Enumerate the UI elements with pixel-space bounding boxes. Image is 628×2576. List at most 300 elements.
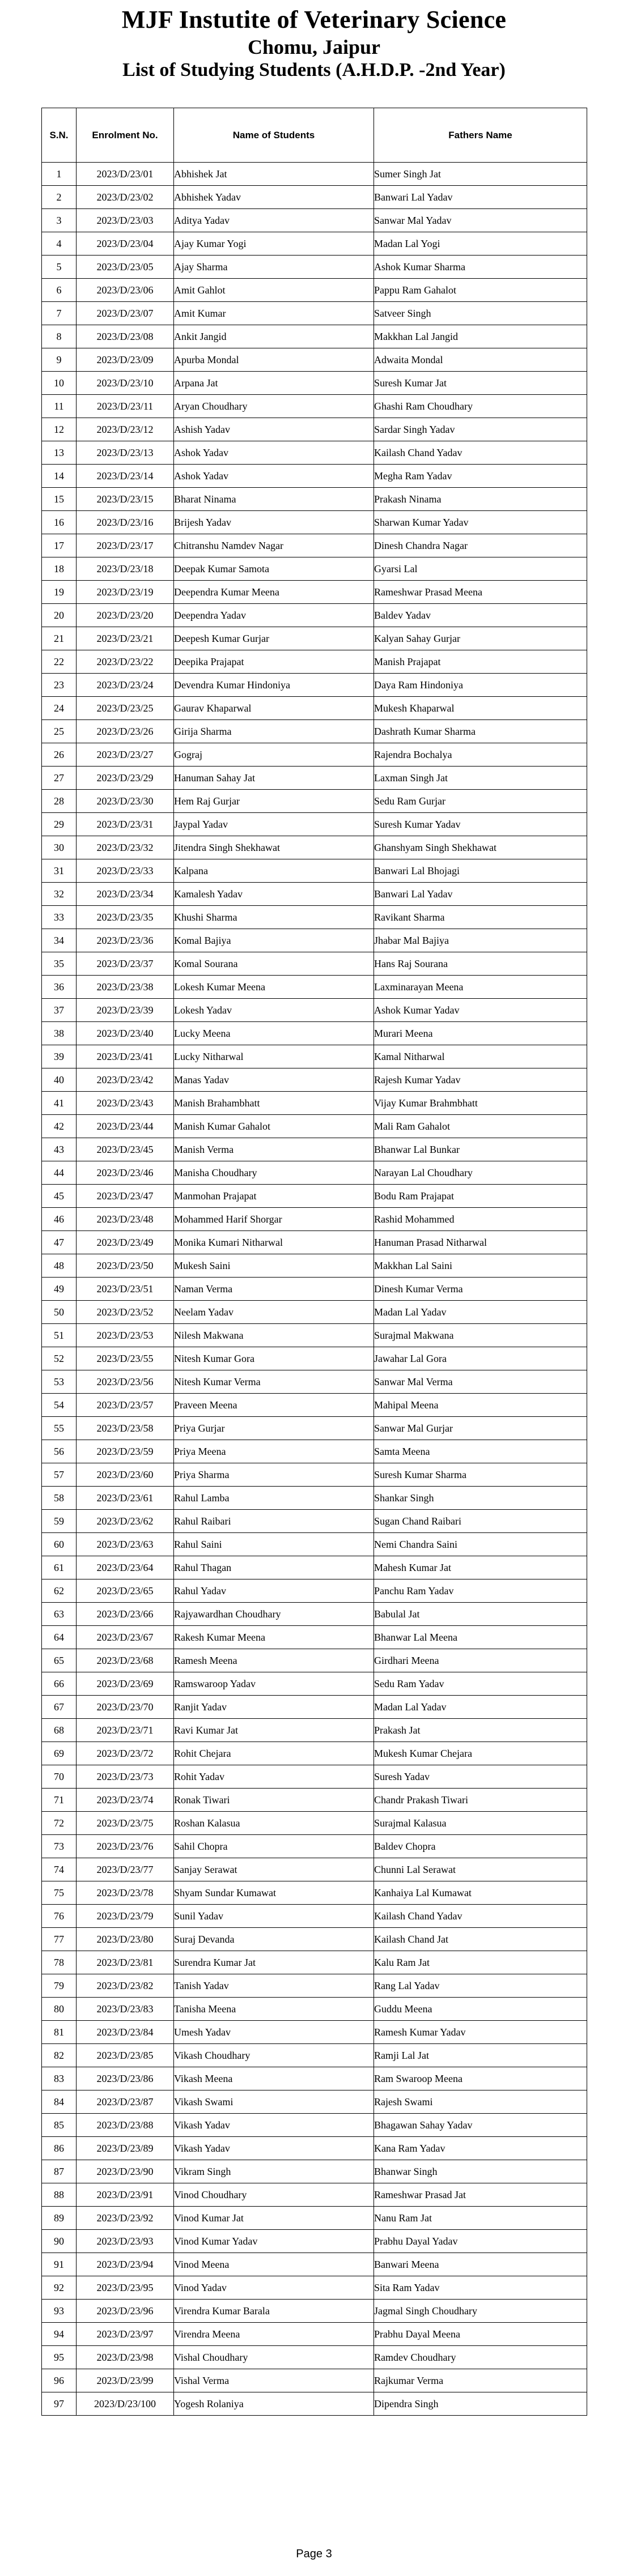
father-name-cell: Suresh Yadav bbox=[374, 1765, 587, 1789]
serial-number-cell: 97 bbox=[42, 2392, 77, 2416]
father-name-cell: Satveer Singh bbox=[374, 302, 587, 325]
student-name-cell: Jitendra Singh Shekhawat bbox=[174, 836, 374, 859]
serial-number-cell: 26 bbox=[42, 743, 77, 767]
enrolment-number-cell: 2023/D/23/30 bbox=[77, 790, 174, 813]
student-name-cell: Amit Kumar bbox=[174, 302, 374, 325]
students-table bbox=[41, 108, 587, 2416]
serial-number-cell: 14 bbox=[42, 465, 77, 488]
student-name-cell: Lucky Nitharwal bbox=[174, 1045, 374, 1068]
table-row bbox=[42, 372, 587, 395]
student-name-cell: Kalpana bbox=[174, 859, 374, 883]
table-row bbox=[42, 2207, 587, 2230]
student-name-cell: Sahil Chopra bbox=[174, 1835, 374, 1858]
student-name-cell: Vikash Yadav bbox=[174, 2114, 374, 2137]
serial-number-cell: 19 bbox=[42, 581, 77, 604]
serial-number-cell: 28 bbox=[42, 790, 77, 813]
student-name-cell: Praveen Meena bbox=[174, 1394, 374, 1417]
serial-number-cell: 7 bbox=[42, 302, 77, 325]
student-name-cell: Priya Gurjar bbox=[174, 1417, 374, 1440]
father-name-cell: Murari Meena bbox=[374, 1022, 587, 1045]
student-name-cell: Ashish Yadav bbox=[174, 418, 374, 441]
student-name-cell: Vikram Singh bbox=[174, 2160, 374, 2183]
student-name-cell: Manish Brahambhatt bbox=[174, 1092, 374, 1115]
serial-number-cell: 84 bbox=[42, 2090, 77, 2114]
table-row bbox=[42, 627, 587, 650]
student-name-cell: Priya Meena bbox=[174, 1440, 374, 1463]
student-name-cell: Kamalesh Yadav bbox=[174, 883, 374, 906]
student-name-cell: Deependra Yadav bbox=[174, 604, 374, 627]
father-name-cell: Nanu Ram Jat bbox=[374, 2207, 587, 2230]
father-name-cell: Daya Ram Hindoniya bbox=[374, 674, 587, 697]
student-name-cell: Abhishek Yadav bbox=[174, 186, 374, 209]
enrolment-number-cell: 2023/D/23/04 bbox=[77, 232, 174, 256]
document-header bbox=[0, 0, 628, 82]
father-name-cell: Kailash Chand Yadav bbox=[374, 441, 587, 465]
father-name-cell: Ashok Kumar Yadav bbox=[374, 999, 587, 1022]
student-name-cell: Rakesh Kumar Meena bbox=[174, 1626, 374, 1649]
enrolment-number-cell: 2023/D/23/19 bbox=[77, 581, 174, 604]
student-name-cell: Tanish Yadav bbox=[174, 1974, 374, 1998]
enrolment-number-cell: 2023/D/23/71 bbox=[77, 1719, 174, 1742]
father-name-cell: Kailash Chand Jat bbox=[374, 1928, 587, 1951]
enrolment-number-cell: 2023/D/23/89 bbox=[77, 2137, 174, 2160]
student-name-cell: Arpana Jat bbox=[174, 372, 374, 395]
father-name-cell: Megha Ram Yadav bbox=[374, 465, 587, 488]
table-row bbox=[42, 1324, 587, 1347]
enrolment-number-cell: 2023/D/23/11 bbox=[77, 395, 174, 418]
father-name-cell: Mukesh Kumar Chejara bbox=[374, 1742, 587, 1765]
enrolment-number-cell: 2023/D/23/76 bbox=[77, 1835, 174, 1858]
table-row bbox=[42, 999, 587, 1022]
table-row bbox=[42, 2067, 587, 2090]
student-name-cell: Rahul Yadav bbox=[174, 1579, 374, 1603]
father-name-cell: Hanuman Prasad Nitharwal bbox=[374, 1231, 587, 1254]
serial-number-cell: 31 bbox=[42, 859, 77, 883]
table-row bbox=[42, 186, 587, 209]
enrolment-number-cell: 2023/D/23/40 bbox=[77, 1022, 174, 1045]
serial-number-cell: 12 bbox=[42, 418, 77, 441]
father-name-cell: Bodu Ram Prajapat bbox=[374, 1185, 587, 1208]
table-row bbox=[42, 1626, 587, 1649]
table-row bbox=[42, 720, 587, 743]
serial-number-cell: 57 bbox=[42, 1463, 77, 1487]
table-row bbox=[42, 1463, 587, 1487]
serial-number-cell: 49 bbox=[42, 1278, 77, 1301]
enrolment-number-cell: 2023/D/23/14 bbox=[77, 465, 174, 488]
table-row bbox=[42, 2021, 587, 2044]
student-name-cell: Vinod Meena bbox=[174, 2253, 374, 2276]
father-name-cell: Mukesh Khaparwal bbox=[374, 697, 587, 720]
father-name-cell: Samta Meena bbox=[374, 1440, 587, 1463]
father-name-cell: Makkhan Lal Jangid bbox=[374, 325, 587, 348]
father-name-cell: Sanwar Mal Verma bbox=[374, 1370, 587, 1394]
table-row bbox=[42, 1068, 587, 1092]
enrolment-number-cell: 2023/D/23/77 bbox=[77, 1858, 174, 1881]
serial-number-cell: 67 bbox=[42, 1696, 77, 1719]
enrolment-number-cell: 2023/D/23/69 bbox=[77, 1672, 174, 1696]
student-name-cell: Surendra Kumar Jat bbox=[174, 1951, 374, 1974]
serial-number-cell: 62 bbox=[42, 1579, 77, 1603]
father-name-cell: Banwari Lal Yadav bbox=[374, 186, 587, 209]
column-header-father-name: Fathers Name bbox=[374, 108, 587, 163]
student-name-cell: Amit Gahlot bbox=[174, 279, 374, 302]
table-row bbox=[42, 674, 587, 697]
enrolment-number-cell: 2023/D/23/91 bbox=[77, 2183, 174, 2207]
student-name-cell: Aryan Choudhary bbox=[174, 395, 374, 418]
table-row bbox=[42, 325, 587, 348]
father-name-cell: Guddu Meena bbox=[374, 1998, 587, 2021]
student-name-cell: Lucky Meena bbox=[174, 1022, 374, 1045]
student-name-cell: Ankit Jangid bbox=[174, 325, 374, 348]
student-name-cell: Deepak Kumar Samota bbox=[174, 557, 374, 581]
enrolment-number-cell: 2023/D/23/21 bbox=[77, 627, 174, 650]
student-name-cell: Ajay Sharma bbox=[174, 256, 374, 279]
table-row bbox=[42, 1115, 587, 1138]
father-name-cell: Kalu Ram Jat bbox=[374, 1951, 587, 1974]
page-number: Page 3 bbox=[296, 2548, 332, 2560]
student-name-cell: Ashok Yadav bbox=[174, 441, 374, 465]
enrolment-number-cell: 2023/D/23/29 bbox=[77, 767, 174, 790]
student-name-cell: Deepika Prajapat bbox=[174, 650, 374, 674]
student-name-cell: Monika Kumari Nitharwal bbox=[174, 1231, 374, 1254]
table-row bbox=[42, 1951, 587, 1974]
father-name-cell: Banwari Meena bbox=[374, 2253, 587, 2276]
serial-number-cell: 17 bbox=[42, 534, 77, 557]
student-name-cell: Nilesh Makwana bbox=[174, 1324, 374, 1347]
table-row bbox=[42, 1533, 587, 1556]
serial-number-cell: 37 bbox=[42, 999, 77, 1022]
table-row bbox=[42, 1254, 587, 1278]
student-name-cell: Brijesh Yadav bbox=[174, 511, 374, 534]
enrolment-number-cell: 2023/D/23/26 bbox=[77, 720, 174, 743]
serial-number-cell: 72 bbox=[42, 1812, 77, 1835]
father-name-cell: Sita Ram Yadav bbox=[374, 2276, 587, 2300]
serial-number-cell: 64 bbox=[42, 1626, 77, 1649]
serial-number-cell: 93 bbox=[42, 2300, 77, 2323]
student-name-cell: Virendra Meena bbox=[174, 2323, 374, 2346]
table-row bbox=[42, 2323, 587, 2346]
student-name-cell: Ravi Kumar Jat bbox=[174, 1719, 374, 1742]
father-name-cell: Baldev Chopra bbox=[374, 1835, 587, 1858]
serial-number-cell: 6 bbox=[42, 279, 77, 302]
father-name-cell: Ram Swaroop Meena bbox=[374, 2067, 587, 2090]
serial-number-cell: 46 bbox=[42, 1208, 77, 1231]
table-row bbox=[42, 348, 587, 372]
enrolment-number-cell: 2023/D/23/72 bbox=[77, 1742, 174, 1765]
student-name-cell: Neelam Yadav bbox=[174, 1301, 374, 1324]
table-row bbox=[42, 1370, 587, 1394]
student-name-cell: Manish Verma bbox=[174, 1138, 374, 1161]
table-row bbox=[42, 2346, 587, 2369]
father-name-cell: Prakash Ninama bbox=[374, 488, 587, 511]
student-name-cell: Deependra Kumar Meena bbox=[174, 581, 374, 604]
table-row bbox=[42, 906, 587, 929]
father-name-cell: Pappu Ram Gahalot bbox=[374, 279, 587, 302]
father-name-cell: Mahipal Meena bbox=[374, 1394, 587, 1417]
table-row bbox=[42, 1789, 587, 1812]
table-row bbox=[42, 1394, 587, 1417]
enrolment-number-cell: 2023/D/23/68 bbox=[77, 1649, 174, 1672]
serial-number-cell: 40 bbox=[42, 1068, 77, 1092]
enrolment-number-cell: 2023/D/23/87 bbox=[77, 2090, 174, 2114]
enrolment-number-cell: 2023/D/23/15 bbox=[77, 488, 174, 511]
serial-number-cell: 25 bbox=[42, 720, 77, 743]
serial-number-cell: 54 bbox=[42, 1394, 77, 1417]
serial-number-cell: 60 bbox=[42, 1533, 77, 1556]
enrolment-number-cell: 2023/D/23/99 bbox=[77, 2369, 174, 2392]
serial-number-cell: 87 bbox=[42, 2160, 77, 2183]
serial-number-cell: 95 bbox=[42, 2346, 77, 2369]
father-name-cell: Dinesh Chandra Nagar bbox=[374, 534, 587, 557]
serial-number-cell: 27 bbox=[42, 767, 77, 790]
father-name-cell: Sugan Chand Raibari bbox=[374, 1510, 587, 1533]
table-row bbox=[42, 232, 587, 256]
enrolment-number-cell: 2023/D/23/60 bbox=[77, 1463, 174, 1487]
enrolment-number-cell: 2023/D/23/44 bbox=[77, 1115, 174, 1138]
father-name-cell: Ramdev Choudhary bbox=[374, 2346, 587, 2369]
father-name-cell: Sedu Ram Yadav bbox=[374, 1672, 587, 1696]
father-name-cell: Rashid Mohammed bbox=[374, 1208, 587, 1231]
enrolment-number-cell: 2023/D/23/67 bbox=[77, 1626, 174, 1649]
father-name-cell: Jawahar Lal Gora bbox=[374, 1347, 587, 1370]
father-name-cell: Madan Lal Yogi bbox=[374, 232, 587, 256]
student-name-cell: Chitranshu Namdev Nagar bbox=[174, 534, 374, 557]
serial-number-cell: 41 bbox=[42, 1092, 77, 1115]
serial-number-cell: 34 bbox=[42, 929, 77, 952]
enrolment-number-cell: 2023/D/23/20 bbox=[77, 604, 174, 627]
father-name-cell: Prabhu Dayal Yadav bbox=[374, 2230, 587, 2253]
father-name-cell: Rajesh Swami bbox=[374, 2090, 587, 2114]
father-name-cell: Ramesh Kumar Yadav bbox=[374, 2021, 587, 2044]
father-name-cell: Shankar Singh bbox=[374, 1487, 587, 1510]
enrolment-number-cell: 2023/D/23/66 bbox=[77, 1603, 174, 1626]
student-name-cell: Sunil Yadav bbox=[174, 1905, 374, 1928]
table-row bbox=[42, 1347, 587, 1370]
table-row bbox=[42, 976, 587, 999]
father-name-cell: Vijay Kumar Brahmbhatt bbox=[374, 1092, 587, 1115]
enrolment-number-cell: 2023/D/23/94 bbox=[77, 2253, 174, 2276]
table-row bbox=[42, 1719, 587, 1742]
father-name-cell: Suresh Kumar Yadav bbox=[374, 813, 587, 836]
table-row bbox=[42, 2044, 587, 2067]
father-name-cell: Kailash Chand Yadav bbox=[374, 1905, 587, 1928]
table-row bbox=[42, 2392, 587, 2416]
father-name-cell: Laxminarayan Meena bbox=[374, 976, 587, 999]
student-name-cell: Shyam Sundar Kumawat bbox=[174, 1881, 374, 1905]
student-name-cell: Vinod Kumar Yadav bbox=[174, 2230, 374, 2253]
enrolment-number-cell: 2023/D/23/17 bbox=[77, 534, 174, 557]
table-row bbox=[42, 163, 587, 186]
table-row bbox=[42, 581, 587, 604]
serial-number-cell: 73 bbox=[42, 1835, 77, 1858]
student-name-cell: Komal Bajiya bbox=[174, 929, 374, 952]
enrolment-number-cell: 2023/D/23/05 bbox=[77, 256, 174, 279]
table-row bbox=[42, 1022, 587, 1045]
student-name-cell: Ramswaroop Yadav bbox=[174, 1672, 374, 1696]
enrolment-number-cell: 2023/D/23/46 bbox=[77, 1161, 174, 1185]
student-name-cell: Vinod Choudhary bbox=[174, 2183, 374, 2207]
serial-number-cell: 1 bbox=[42, 163, 77, 186]
enrolment-number-cell: 2023/D/23/49 bbox=[77, 1231, 174, 1254]
table-row bbox=[42, 1185, 587, 1208]
father-name-cell: Ashok Kumar Sharma bbox=[374, 256, 587, 279]
table-row bbox=[42, 1138, 587, 1161]
enrolment-number-cell: 2023/D/23/97 bbox=[77, 2323, 174, 2346]
enrolment-number-cell: 2023/D/23/13 bbox=[77, 441, 174, 465]
student-name-cell: Naman Verma bbox=[174, 1278, 374, 1301]
enrolment-number-cell: 2023/D/23/85 bbox=[77, 2044, 174, 2067]
serial-number-cell: 52 bbox=[42, 1347, 77, 1370]
serial-number-cell: 36 bbox=[42, 976, 77, 999]
enrolment-number-cell: 2023/D/23/51 bbox=[77, 1278, 174, 1301]
table-row bbox=[42, 813, 587, 836]
serial-number-cell: 3 bbox=[42, 209, 77, 232]
table-row bbox=[42, 2114, 587, 2137]
student-name-cell: Rohit Yadav bbox=[174, 1765, 374, 1789]
student-name-cell: Vinod Kumar Jat bbox=[174, 2207, 374, 2230]
table-row bbox=[42, 1835, 587, 1858]
student-name-cell: Tanisha Meena bbox=[174, 1998, 374, 2021]
table-row bbox=[42, 697, 587, 720]
table-row bbox=[42, 1881, 587, 1905]
serial-number-cell: 18 bbox=[42, 557, 77, 581]
table-row bbox=[42, 2137, 587, 2160]
student-name-cell: Vikash Meena bbox=[174, 2067, 374, 2090]
serial-number-cell: 48 bbox=[42, 1254, 77, 1278]
student-name-cell: Ramesh Meena bbox=[174, 1649, 374, 1672]
serial-number-cell: 70 bbox=[42, 1765, 77, 1789]
father-name-cell: Kalyan Sahay Gurjar bbox=[374, 627, 587, 650]
enrolment-number-cell: 2023/D/23/86 bbox=[77, 2067, 174, 2090]
father-name-cell: Rajendra Bochalya bbox=[374, 743, 587, 767]
student-name-cell: Vikash Choudhary bbox=[174, 2044, 374, 2067]
father-name-cell: Surajmal Kalasua bbox=[374, 1812, 587, 1835]
enrolment-number-cell: 2023/D/23/78 bbox=[77, 1881, 174, 1905]
enrolment-number-cell: 2023/D/23/07 bbox=[77, 302, 174, 325]
father-name-cell: Ghashi Ram Choudhary bbox=[374, 395, 587, 418]
enrolment-number-cell: 2023/D/23/06 bbox=[77, 279, 174, 302]
father-name-cell: Bhanwar Singh bbox=[374, 2160, 587, 2183]
father-name-cell: Bhanwar Lal Bunkar bbox=[374, 1138, 587, 1161]
father-name-cell: Hans Raj Sourana bbox=[374, 952, 587, 976]
enrolment-number-cell: 2023/D/23/81 bbox=[77, 1951, 174, 1974]
serial-number-cell: 79 bbox=[42, 1974, 77, 1998]
enrolment-number-cell: 2023/D/23/47 bbox=[77, 1185, 174, 1208]
table-row bbox=[42, 1998, 587, 2021]
enrolment-number-cell: 2023/D/23/34 bbox=[77, 883, 174, 906]
serial-number-cell: 92 bbox=[42, 2276, 77, 2300]
serial-number-cell: 29 bbox=[42, 813, 77, 836]
enrolment-number-cell: 2023/D/23/53 bbox=[77, 1324, 174, 1347]
table-row bbox=[42, 1928, 587, 1951]
table-row bbox=[42, 1208, 587, 1231]
enrolment-number-cell: 2023/D/23/32 bbox=[77, 836, 174, 859]
serial-number-cell: 33 bbox=[42, 906, 77, 929]
serial-number-cell: 55 bbox=[42, 1417, 77, 1440]
father-name-cell: Nemi Chandra Saini bbox=[374, 1533, 587, 1556]
serial-number-cell: 39 bbox=[42, 1045, 77, 1068]
student-name-cell: Vinod Yadav bbox=[174, 2276, 374, 2300]
enrolment-number-cell: 2023/D/23/93 bbox=[77, 2230, 174, 2253]
enrolment-number-cell: 2023/D/23/43 bbox=[77, 1092, 174, 1115]
father-name-cell: Mahesh Kumar Jat bbox=[374, 1556, 587, 1579]
enrolment-number-cell: 2023/D/23/35 bbox=[77, 906, 174, 929]
serial-number-cell: 96 bbox=[42, 2369, 77, 2392]
serial-number-cell: 35 bbox=[42, 952, 77, 976]
father-name-cell: Banwari Lal Bhojagi bbox=[374, 859, 587, 883]
serial-number-cell: 59 bbox=[42, 1510, 77, 1533]
enrolment-number-cell: 2023/D/23/09 bbox=[77, 348, 174, 372]
table-row bbox=[42, 1417, 587, 1440]
father-name-cell: Babulal Jat bbox=[374, 1603, 587, 1626]
student-name-cell: Mohammed Harif Shorgar bbox=[174, 1208, 374, 1231]
enrolment-number-cell: 2023/D/23/58 bbox=[77, 1417, 174, 1440]
student-name-cell: Rahul Saini bbox=[174, 1533, 374, 1556]
table-row bbox=[42, 2300, 587, 2323]
student-name-cell: Rahul Lamba bbox=[174, 1487, 374, 1510]
enrolment-number-cell: 2023/D/23/79 bbox=[77, 1905, 174, 1928]
table-row bbox=[42, 511, 587, 534]
table-row bbox=[42, 836, 587, 859]
enrolment-number-cell: 2023/D/23/27 bbox=[77, 743, 174, 767]
father-name-cell: Sardar Singh Yadav bbox=[374, 418, 587, 441]
father-name-cell: Sharwan Kumar Yadav bbox=[374, 511, 587, 534]
students-table-body bbox=[42, 163, 587, 2416]
enrolment-number-cell: 2023/D/23/80 bbox=[77, 1928, 174, 1951]
enrolment-number-cell: 2023/D/23/64 bbox=[77, 1556, 174, 1579]
father-name-cell: Prakash Jat bbox=[374, 1719, 587, 1742]
father-name-cell: Ghanshyam Singh Shekhawat bbox=[374, 836, 587, 859]
enrolment-number-cell: 2023/D/23/82 bbox=[77, 1974, 174, 1998]
enrolment-number-cell: 2023/D/23/41 bbox=[77, 1045, 174, 1068]
table-row bbox=[42, 1045, 587, 1068]
serial-number-cell: 20 bbox=[42, 604, 77, 627]
student-name-cell: Ranjit Yadav bbox=[174, 1696, 374, 1719]
student-name-cell: Suraj Devanda bbox=[174, 1928, 374, 1951]
table-row bbox=[42, 2253, 587, 2276]
serial-number-cell: 23 bbox=[42, 674, 77, 697]
serial-number-cell: 81 bbox=[42, 2021, 77, 2044]
table-row bbox=[42, 1672, 587, 1696]
student-name-cell: Nitesh Kumar Verma bbox=[174, 1370, 374, 1394]
enrolment-number-cell: 2023/D/23/42 bbox=[77, 1068, 174, 1092]
father-name-cell: Laxman Singh Jat bbox=[374, 767, 587, 790]
student-name-cell: Ronak Tiwari bbox=[174, 1789, 374, 1812]
student-name-cell: Devendra Kumar Hindoniya bbox=[174, 674, 374, 697]
table-row bbox=[42, 2369, 587, 2392]
table-row bbox=[42, 1742, 587, 1765]
table-row bbox=[42, 465, 587, 488]
father-name-cell: Suresh Kumar Sharma bbox=[374, 1463, 587, 1487]
table-row bbox=[42, 1974, 587, 1998]
serial-number-cell: 10 bbox=[42, 372, 77, 395]
father-name-cell: Jhabar Mal Bajiya bbox=[374, 929, 587, 952]
serial-number-cell: 32 bbox=[42, 883, 77, 906]
table-row bbox=[42, 2160, 587, 2183]
table-row bbox=[42, 256, 587, 279]
student-name-cell: Vikash Swami bbox=[174, 2090, 374, 2114]
student-name-cell: Priya Sharma bbox=[174, 1463, 374, 1487]
enrolment-number-cell: 2023/D/23/63 bbox=[77, 1533, 174, 1556]
student-name-cell: Rohit Chejara bbox=[174, 1742, 374, 1765]
serial-number-cell: 69 bbox=[42, 1742, 77, 1765]
father-name-cell: Dashrath Kumar Sharma bbox=[374, 720, 587, 743]
student-name-cell: Girija Sharma bbox=[174, 720, 374, 743]
table-row bbox=[42, 929, 587, 952]
table-row bbox=[42, 1579, 587, 1603]
student-name-cell: Rahul Raibari bbox=[174, 1510, 374, 1533]
father-name-cell: Sumer Singh Jat bbox=[374, 163, 587, 186]
